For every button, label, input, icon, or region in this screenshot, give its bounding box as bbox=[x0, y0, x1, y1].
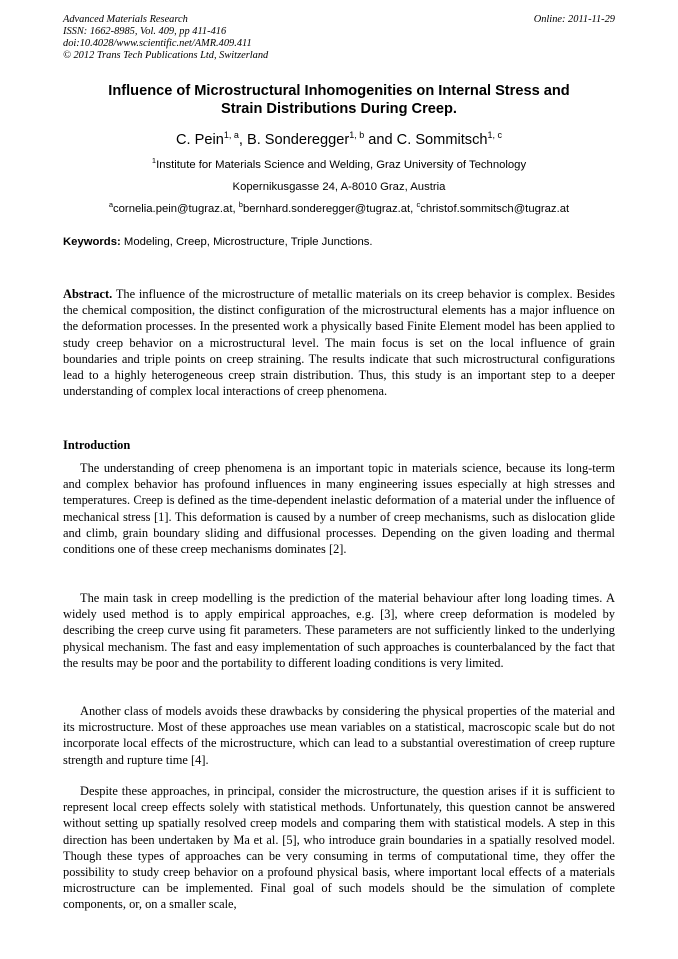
affiliation-marker: 1 bbox=[151, 156, 157, 165]
author-1: C. Pein bbox=[175, 132, 224, 148]
author-2: , B. Sonderegger bbox=[238, 132, 350, 148]
online-date: Online: 2011-11-29 bbox=[533, 14, 615, 25]
email-b[interactable]: bernhard.sonderegger@tugraz.at, bbox=[242, 203, 417, 215]
title-line-1: Influence of Microstructural Inhomogenities on Internal Stress and bbox=[108, 83, 570, 99]
email-c[interactable]: christof.sommitsch@tugraz.at bbox=[420, 203, 570, 215]
doi-line: doi:10.4028/www.scientific.net/AMR.409.411 bbox=[63, 38, 252, 49]
author-3-affiliation: 1, c bbox=[487, 130, 503, 140]
journal-name: Advanced Materials Research bbox=[63, 14, 188, 25]
section-heading-introduction: Introduction bbox=[63, 438, 131, 452]
abstract bbox=[63, 286, 615, 399]
author-1-affiliation: 1, a bbox=[223, 130, 239, 140]
author-3: and C. Sommitsch bbox=[364, 132, 488, 148]
email-marker-b: b bbox=[238, 200, 243, 209]
keywords-text: Modeling, Creep, Microstructure, Triple Junctions. bbox=[120, 236, 373, 248]
title-line-2: Strain Distributions During Creep. bbox=[221, 101, 457, 117]
paper-title bbox=[63, 82, 615, 118]
abstract-label: Abstract. bbox=[63, 287, 113, 301]
intro-paragraph-4: Despite these approaches, in principal, consider the microstructure, the question arises if it is sufficient to represent local creep effects solely with statistical methods. Unfortunately, this question cannot be answered without setting up spatially resolved creep models and comparing them with statistical models. A step in this direction has been undertaken by Ma et al. [5], who introduce grain boundaries in a spatially resolved model. Though these types of approaches can be very consuming in terms of computational time, they offer the possibility to study creep behavior on a profound physical basis, where important local effects of a materials microstructure can be implemented. Final goal of such models should be the simulation of complete components, or, on a smaller scale, bbox=[63, 784, 615, 912]
author-2-affiliation: 1, b bbox=[349, 130, 365, 140]
author-emails bbox=[63, 202, 615, 216]
intro-paragraph-2: The main task in creep modelling is the prediction of the material behaviour after long loading times. A widely used method is to apply empirical approaches, e.g. [3], where creep deformation is modeled by describing the creep curve using fit parameters. These parameters are not sufficiently linked to the underlying physical mechanism. The fast and easy implementation of such approaches is counterbalanced by the fact that the results may be poor and the portability to different loading conditions is very limited. bbox=[63, 591, 615, 670]
journal-header bbox=[63, 14, 615, 62]
affiliation-institute bbox=[63, 158, 615, 172]
abstract-text: The influence of the microstructure of metallic materials on its creep behavior is complex. Besides the chemical composition, the distinct configuration of the microstructural elements has a major influence on the deformation processes. In the presented work a physically based Finite Element model has been applied to study creep behavior on a microstructural level. The main focus is set on the local influence of grain boundaries and triple points on creep straining. The results indicate that such microstructural configurations lead to a highly heterogeneous creep strain distribution. Thus, this study is an important step to a deeper understanding of complex local interactions of creep phenomena. bbox=[63, 287, 615, 399]
email-a[interactable]: cornelia.pein@tugraz.at, bbox=[113, 203, 239, 215]
keywords-label: Keywords: bbox=[63, 236, 121, 248]
email-marker-c: c bbox=[416, 200, 421, 209]
email-marker-a: a bbox=[108, 200, 113, 209]
intro-paragraph-3: Another class of models avoids these drawbacks by considering the physical properties of the material and its microstructure. Most of these approaches use mean variables on a statistical, macroscopic scale but do not incorporate local effects of the microstructure, which can lead to a substantial overestimation of creep rupture strength and rupture time [4]. bbox=[63, 704, 615, 767]
issn-line: ISSN: 1662-8985, Vol. 409, pp 411-416 bbox=[63, 26, 227, 37]
affiliation-address: Kopernikusgasse 24, A-8010 Graz, Austria bbox=[232, 181, 446, 193]
author-list bbox=[63, 131, 615, 149]
institute-name: Institute for Materials Science and Welding, Graz University of Technology bbox=[156, 159, 527, 171]
copyright-line: © 2012 Trans Tech Publications Ltd, Switzerland bbox=[63, 50, 269, 61]
intro-paragraph-1: The understanding of creep phenomena is an important topic in materials science, because its long-term and complex behavior has profound influences in many engineering issues especially at high stresses and temperatures. Creep is defined as the time-dependent inelastic deformation of a material under the influence of mechanical stress [1]. This deformation is caused by a number of creep mechanisms, such as dislocation glide and climb, grain boundary sliding and diffusional processes. Depending on the given loading and thermal conditions one of these creep mechanisms dominates [2]. bbox=[63, 461, 615, 557]
keywords bbox=[63, 235, 615, 249]
